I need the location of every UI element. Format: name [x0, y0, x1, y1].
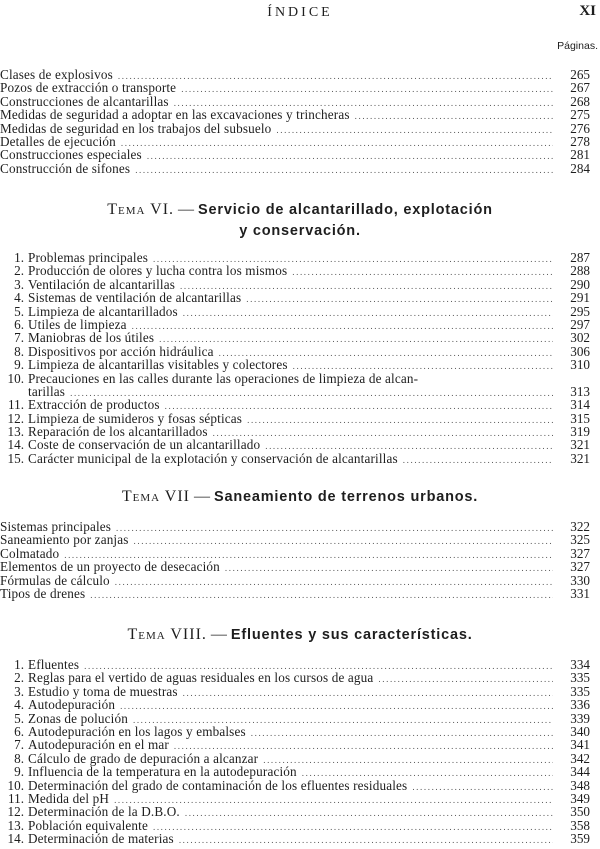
toc-entry-page: 339 — [570, 710, 590, 726]
tema-6-title: Servicio de alcantarillado, explotación — [198, 202, 493, 218]
toc-entry-title: Autodepuración en el mar — [28, 737, 169, 753]
toc-entry-page: 341 — [570, 737, 590, 753]
toc-entry-number: 7. — [14, 330, 24, 346]
toc-entry-page: 335 — [570, 683, 590, 699]
toc-entry-page: 275 — [570, 107, 590, 123]
toc-entry — [0, 385, 600, 398]
dot-leader — [90, 589, 553, 602]
dot-leader — [276, 124, 553, 137]
toc-entry-page: 268 — [570, 93, 590, 109]
toc-entry-page: 349 — [570, 790, 590, 806]
toc-entry-page: 330 — [570, 572, 590, 588]
tema-7-heading: Tema VII — Saneamiento de terrenos urbanos. — [121, 488, 479, 505]
toc-entry-page: 302 — [570, 330, 590, 346]
toc-entry-number: 12. — [7, 804, 24, 820]
toc-section-continued — [0, 68, 600, 175]
toc-entry-page: 281 — [570, 147, 590, 163]
toc-entry — [0, 318, 600, 331]
toc-entry-number: 5. — [14, 303, 24, 319]
toc-entry-title: Tipos de drenes — [0, 585, 86, 601]
toc-entry-title: Estudio y toma de muestras — [28, 683, 178, 699]
toc-entry-number: 14. — [7, 831, 24, 847]
toc-entry-page: 291 — [570, 290, 590, 306]
toc-entry — [0, 305, 600, 318]
toc-entry-title: Determinación de la D.B.O. — [28, 804, 180, 820]
tema-8-title: Efluentes y sus características. — [230, 627, 473, 643]
toc-entry-title: Utiles de limpieza — [28, 316, 127, 332]
toc-entry-number: 6. — [14, 316, 24, 332]
toc-entry-number: 5. — [14, 710, 24, 726]
dot-leader — [378, 673, 553, 686]
dot-leader — [412, 781, 553, 794]
toc-entry-page: 321 — [570, 437, 590, 453]
dot-leader — [121, 137, 553, 150]
toc-entry-page: 321 — [570, 450, 590, 466]
toc-entry — [0, 135, 600, 148]
toc-entry — [0, 81, 600, 94]
toc-entry-title: Pozos de extracción o transporte — [0, 80, 177, 96]
toc-entry-number: 1. — [14, 657, 24, 672]
toc-entry — [0, 805, 600, 818]
toc-entry — [0, 162, 600, 175]
toc-entry-title: Ventilación de alcantarillas — [28, 276, 176, 292]
toc-entry-title: Extracción de productos — [28, 397, 160, 413]
toc-entry — [0, 452, 600, 465]
toc-entry-page: 290 — [570, 276, 590, 292]
toc-entry-title: Dispositivos por acción hidráulica — [28, 343, 214, 359]
dot-leader — [185, 807, 553, 820]
toc-entry — [0, 738, 600, 751]
toc-entry-number: 10. — [7, 370, 24, 386]
toc-entry — [0, 587, 600, 600]
dot-leader — [134, 535, 553, 548]
toc-entry-number: 3. — [14, 276, 24, 292]
toc-entry — [0, 68, 600, 81]
page-title: ÍNDICE — [267, 5, 333, 20]
toc-entry — [0, 108, 600, 121]
toc-entry-title: Determinación del grado de contaminación de los efluentes residuales — [28, 777, 408, 793]
dot-leader — [247, 414, 553, 427]
dot-leader — [120, 700, 553, 713]
toc-entry-page: 344 — [570, 764, 590, 780]
toc-entry-number: 2. — [14, 670, 24, 686]
toc-entry-number: 7. — [14, 737, 24, 753]
toc-entry-page: 284 — [570, 160, 590, 176]
toc-entry — [0, 547, 600, 560]
toc-entry-page: 314 — [570, 397, 590, 413]
toc-entry-page: 313 — [570, 383, 590, 399]
toc-entry-title: Construcción de sifones — [0, 160, 131, 176]
toc-entry-title: Sistemas de ventilación de alcantarillas — [28, 290, 242, 306]
toc-entry-title: Zonas de polución — [28, 710, 128, 726]
toc-entry — [0, 533, 600, 546]
toc-entry-number: 13. — [7, 817, 24, 833]
toc-entry-title: Carácter municipal de la explotación y conservación de alcantarillas — [28, 450, 398, 466]
toc-entry-number: 12. — [7, 410, 24, 426]
toc-entry-title: Autodepuración en los lagos y embalses — [28, 723, 246, 739]
toc-entry — [0, 251, 600, 264]
toc-entry — [0, 819, 600, 832]
toc-entry-title: Reparación de los alcantarillados — [28, 424, 208, 440]
dot-leader — [251, 727, 553, 740]
toc-entry-title: Sistemas principales — [0, 519, 112, 534]
page-header — [0, 2, 600, 22]
toc-entry-title: Limpieza de alcantarillados — [28, 303, 178, 319]
tema-8-heading: Tema VIII. — Efluentes y sus características. — [127, 626, 473, 643]
tema-7-entries — [0, 520, 600, 600]
toc-entry-title: Maniobras de los útiles — [28, 330, 155, 346]
tema-6-title-line2: y conservación. — [239, 223, 361, 239]
toc-entry — [0, 95, 600, 108]
toc-entry-number: 10. — [7, 777, 24, 793]
toc-entry-title: Colmatado — [0, 545, 60, 561]
toc-entry — [0, 779, 600, 792]
toc-entry-title: Construcciones de alcantarillas — [0, 93, 169, 109]
tema-7-label: Tema VII — [121, 488, 191, 505]
toc-entry-title: Determinación de materias — [28, 831, 174, 847]
paginas-label: Páginas. — [557, 40, 598, 52]
toc-entry-page: 358 — [570, 817, 590, 833]
toc-entry-page: 278 — [570, 133, 590, 149]
toc-entry-page: 359 — [570, 831, 590, 847]
toc-entry-page: 348 — [570, 777, 590, 793]
toc-entry — [0, 358, 600, 371]
toc-entry — [0, 148, 600, 161]
toc-entry-number: 8. — [14, 750, 24, 766]
toc-entry-title: Fórmulas de cálculo — [0, 572, 110, 588]
tema-7-title: Saneamiento de terrenos urbanos. — [214, 489, 479, 505]
toc-entry — [0, 658, 600, 671]
toc-entry-page: 340 — [570, 723, 590, 739]
toc-entry-title: Precauciones en las calles durante las operaciones de limpieza de alcan- — [28, 370, 419, 386]
toc-entry-page: 310 — [570, 357, 590, 373]
toc-entry-number: 15. — [7, 450, 24, 466]
dot-leader — [213, 427, 553, 440]
toc-entry — [0, 560, 600, 573]
toc-entry-title: Limpieza de alcantarillas visitables y colectores — [28, 357, 288, 373]
dot-leader — [183, 687, 553, 700]
toc-entry-page: 276 — [570, 120, 590, 136]
toc-entry-number: 6. — [14, 723, 24, 739]
toc-entry-page: 267 — [570, 80, 590, 96]
toc-entry — [0, 291, 600, 304]
dot-leader — [183, 307, 553, 320]
toc-entry-title: Producción de olores y lucha contra los mismos — [28, 263, 288, 279]
toc-entry-number: 8. — [14, 343, 24, 359]
toc-entry-page: 306 — [570, 343, 590, 359]
toc-entry-number: 2. — [14, 263, 24, 279]
toc-entry — [0, 698, 600, 711]
toc-entry-page: 350 — [570, 804, 590, 820]
tema-8-entries — [0, 658, 600, 845]
dot-leader — [135, 164, 553, 177]
toc-entry-title: Influencia de la temperatura en la autodepuración — [28, 764, 297, 780]
dot-leader — [403, 454, 553, 467]
dot-leader — [263, 754, 553, 767]
toc-entry-title: Saneamiento por zanjas — [0, 532, 129, 548]
toc-entry-title: Autodepuración — [28, 697, 116, 713]
toc-entry — [0, 685, 600, 698]
toc-entry-number: 11. — [8, 397, 24, 413]
toc-entry-page: 325 — [570, 532, 590, 548]
toc-entry-page: 288 — [570, 263, 590, 279]
dot-leader — [159, 333, 553, 346]
toc-entry-title: Reglas para el vertido de aguas residuales en los cursos de agua — [28, 670, 374, 686]
toc-entry-page: 336 — [570, 697, 590, 713]
toc-entry — [0, 832, 600, 845]
toc-entry-page: 334 — [570, 657, 590, 672]
dot-leader — [114, 794, 553, 807]
dot-leader — [246, 293, 553, 306]
toc-entry-title: Población equivalente — [28, 817, 148, 833]
tema-6-entries — [0, 251, 600, 465]
toc-entry-page: 315 — [570, 410, 590, 426]
tema-8-label: Tema VIII. — [127, 626, 207, 643]
toc-entry-title: Cálculo de grado de depuración a alcanzar — [28, 750, 259, 766]
toc-entry — [0, 345, 600, 358]
toc-entry-number: 9. — [14, 357, 24, 373]
toc-entry-page: 331 — [570, 585, 590, 601]
toc-entry-title: Efluentes — [28, 657, 80, 672]
toc-entry-title: Clases de explosivos — [0, 67, 113, 82]
toc-entry — [0, 122, 600, 135]
tema-6-heading: Tema VI. — Servicio de alcantarillado, explotación y conservación. — [0, 201, 600, 239]
toc-entry-title: Detalles de ejecución — [0, 133, 116, 149]
toc-entry — [0, 574, 600, 587]
toc-entry-title: Medidas de seguridad en los trabajos del subsuelo — [0, 120, 272, 136]
toc-entry-page: 322 — [570, 519, 590, 534]
tema-6-label: Tema VI. — [107, 201, 175, 218]
toc-entry-title: Medidas de seguridad a adoptar en las excavaciones y trincheras — [0, 107, 350, 123]
dot-leader — [225, 562, 553, 575]
toc-entry — [0, 398, 600, 411]
toc-entry — [0, 438, 600, 451]
toc-entry-page: 295 — [570, 303, 590, 319]
toc-entry — [0, 725, 600, 738]
toc-entry-page: 327 — [570, 545, 590, 561]
toc-entry-number: 3. — [14, 683, 24, 699]
toc-entry — [0, 278, 600, 291]
toc-entry-page: 297 — [570, 316, 590, 332]
toc-entry-title: Limpieza de sumideros y fosas sépticas — [28, 410, 243, 426]
toc-entry — [0, 712, 600, 725]
dot-leader — [116, 522, 553, 535]
dot-leader — [355, 110, 553, 123]
toc-entry-page: 319 — [570, 424, 590, 440]
toc-entry-title: Coste de conservación de un alcantarillado — [28, 437, 261, 453]
toc-entry-number: 4. — [14, 697, 24, 713]
toc-entry-page: 342 — [570, 750, 590, 766]
toc-entry — [0, 671, 600, 684]
toc-entry-page: 327 — [570, 559, 590, 575]
dot-leader — [147, 150, 553, 163]
toc-entry-number: 1. — [14, 250, 24, 265]
dot-leader — [179, 834, 553, 847]
dot-leader — [132, 320, 553, 333]
toc-entry-title: tarillas — [28, 383, 66, 399]
toc-entry — [0, 264, 600, 277]
toc-entry-number: 13. — [7, 424, 24, 440]
toc-entry — [0, 792, 600, 805]
toc-entry-title: Problemas principales — [28, 250, 148, 265]
toc-entry — [0, 331, 600, 344]
toc-entry-page: 287 — [570, 250, 590, 265]
dot-leader — [292, 266, 553, 279]
toc-entry-number: 11. — [8, 790, 24, 806]
toc-entry — [0, 412, 600, 425]
dot-leader — [118, 70, 553, 83]
page-number: XI — [579, 3, 596, 19]
toc-entry-number: 4. — [14, 290, 24, 306]
toc-entry — [0, 425, 600, 438]
toc-entry-title: Elementos de un proyecto de desecación — [0, 559, 220, 575]
dot-leader — [115, 576, 553, 589]
toc-entry-title: Construcciones especiales — [0, 147, 142, 163]
toc-entry — [0, 752, 600, 765]
toc-entry-page: 335 — [570, 670, 590, 686]
dot-leader — [153, 821, 553, 834]
toc-entry-number: 9. — [14, 764, 24, 780]
dot-leader — [181, 83, 553, 96]
toc-entry-page: 265 — [570, 67, 590, 82]
toc-entry — [0, 520, 600, 533]
toc-entry-number: 14. — [7, 437, 24, 453]
toc-entry-title: Medida del pH — [28, 790, 110, 806]
